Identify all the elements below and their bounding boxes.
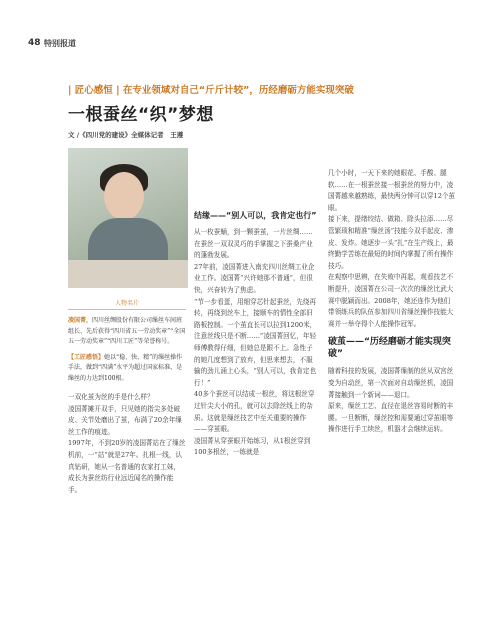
portrait-photo (68, 148, 188, 288)
profile-motto-label: 【工匠感悟】 (68, 353, 105, 361)
profile-heading: 人物名片 (68, 298, 186, 310)
paragraph: 原来，缫丝工艺、直径在退丝容易时断的丰腰。一旦断断，缫丝控和需要通过穿茧眼等操作进行手工续丝，机器才会继续运转。 (328, 402, 454, 434)
profile-bio (68, 316, 186, 348)
profile-motto (68, 353, 186, 385)
page-number: 48 (28, 38, 41, 48)
column-right (328, 168, 456, 436)
paragraph: 27年前，凌国菁进入南充四川丝绸工业企业工作。凌国菁“兴许她那不普通”，但很快，兴奋转为了焦虑。 (194, 262, 315, 294)
subheading-jieyuan: 结缘——“别人可以，我肯定也行” (194, 211, 317, 220)
column-middle (194, 210, 318, 459)
profile-card (68, 298, 186, 389)
paragraph: 随着科技的发展，凌国菁缫制的丝从双宫丝变为自动丝，第一次面对自动缫丝机，凌国菁接触到一个新词——退口。 (328, 367, 454, 399)
paragraph: 一双化茧为丝的手是什么样？ (68, 393, 154, 401)
profile-bio-text: 四川丝绸股份有限公司缫丝车间班组长、先后获得“四川省五一劳动奖章”“全国五一劳动奖章”“四川工匠”等荣誉称号。 (68, 317, 186, 345)
paragraph: 凌国菁摊开双手，只见她的指尖多处破皮、关节处磨出了茧，布满了20余年缫丝工作的痕迹。 (68, 404, 182, 436)
paragraph: 几个小时，一天下来的她眼花、手酸、腿软……在一根蚕丝接一根蚕丝的努力中，凌国菁越来越熟练，最快两分钟可以穿12个茧眼。 (328, 169, 456, 212)
article-byline: 文 /《四川党的建设》全媒体记者 王遵 (68, 131, 184, 139)
subheading-pojian: 破茧——“历经磨砺才能实现突破” (328, 337, 451, 360)
article-kicker: | 匠心感恒 | 在专业领域对自己“斤斤计较”，历经磨砺方能实现突破 (68, 85, 354, 96)
profile-name: 凌国菁， (68, 317, 93, 324)
paragraph: 凌国菁从穿蚕眼开始练习，从1根丝穿到100多根丝，一练就是 (194, 436, 311, 457)
profile-motto-text: 她以“稳、快、精”的缫丝操作手法，做到“四满”水平为超过国家标准，是缫丝的力达到100根。 (68, 353, 183, 382)
paragraph: 40多个蚕丝可以结成一根丝，将这根丝穿过针尖大小的孔，就可以去除丝线上的杂质。这就是缫丝技艺中至关重要的操作——穿茧眼。 (194, 390, 315, 434)
section-label: 特别报道 (44, 39, 76, 48)
paragraph: 从一枚蚕蛹，到一颗蚕茧，一片丝绸……在蚕丝一双双灵巧的手掌握之下蚕桑产业的蓬勃发展。 (194, 228, 313, 260)
paragraph: 1997年，不到20岁的凌国菁站在了缫丝机前，一“站”就是27年。扎根一线，认真钻研，她从一名普通的农家打工妹，成长为蚕丝纺行业远近闻名的操作能手。 (68, 439, 186, 494)
column-left (68, 392, 186, 496)
paragraph: 在观察中思辨，在失败中再起，观看技艺不断提升，凌国菁在公司一次次的缫丝比武大赛中脱颖而出。2008年，她还连作为他们带领练兵的队伍参加四川省缫丝操作技能大赛并一举夺得个人能操作冠军。 (328, 273, 454, 328)
paragraph: 接下来，提绪绞结、做箱、除头拉添……尽管繁琐和精准“缫丝汤”技能今双手起皮、渗皮、发炸。她逐步一头“扎”在生产线上，最终勤学苦练在最短的时间内掌握了所有操作技巧。 (328, 215, 454, 270)
paragraph: “节一步看蛋，用细穿芯针起蚕丝，先绕再转，再绕到丝车上，接顺车的情性全部旧路板控制。一个茧直长可以拉到1200米，注意丝线只是不断……”凌国菁回忆，年轻师傅教得仔细，但她总是跟不上。急性子的她几度想到了放弃，但思来想去，不服输的劲儿涌上心头，“别人可以，我肯定也行！” (194, 297, 317, 387)
article-title: 一根蚕丝“织”梦想 (68, 105, 214, 125)
